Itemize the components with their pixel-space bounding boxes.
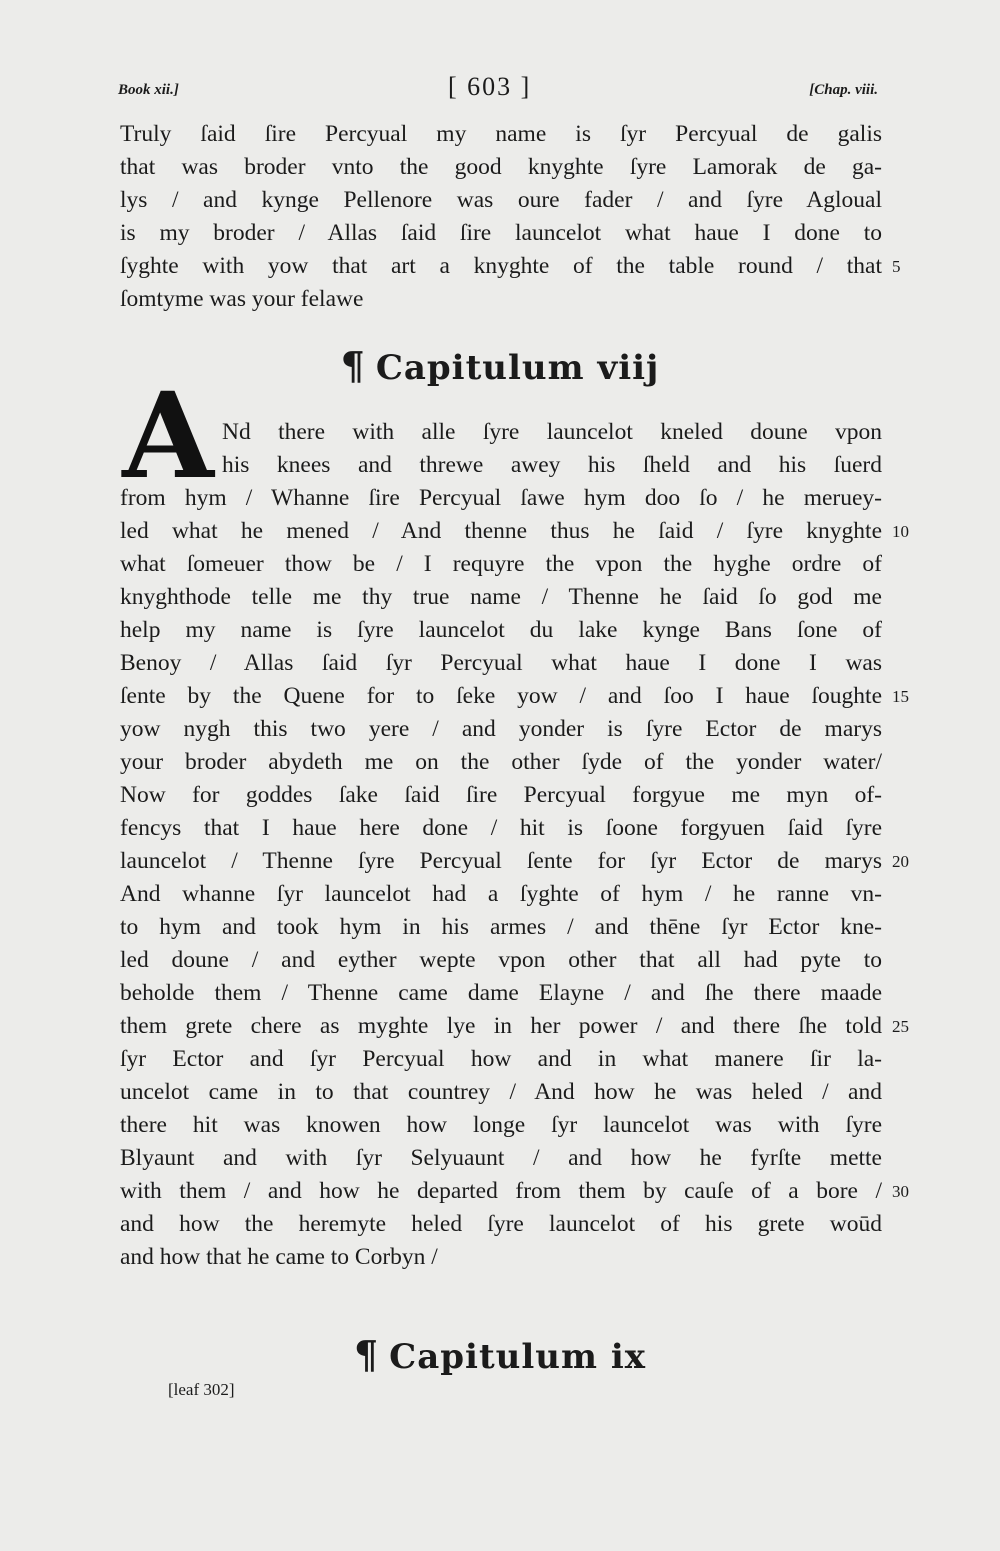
text-line: lys / and kynge Pellenore was oure fader / and ſyre Agloual [120, 187, 882, 213]
page-number: [ 603 ] [448, 72, 532, 101]
text-line: launcelot / Thenne ſyre Percyual ſente for ſyr Ector de marys [120, 848, 882, 874]
book-reference: Book xii.] [118, 82, 179, 98]
text-line: Now for goddes ſake ſaid ſire Percyual forgyue me myn of- [120, 782, 882, 808]
text-line: that was broder vnto the good knyghte ſyre Lamorak de ga- [120, 154, 882, 180]
text-line: Nd there with alle ſyre launcelot kneled doune vpon [222, 419, 882, 445]
text-line: them grete chere as myghte lye in her power / and there ſhe told [120, 1013, 882, 1039]
text-line: there hit was knowen how longe ſyr launcelot was with ſyre [120, 1112, 882, 1138]
text-line: from hym / Whanne ſire Percyual ſawe hym doo ſo / he meruey- [120, 485, 882, 511]
text-line: And whanne ſyr launcelot had a ſyghte of hym / he ranne vn- [120, 881, 882, 907]
text-line: with them / and how he departed from them by cauſe of a bore / [120, 1178, 882, 1204]
text-line: what ſomeuer thow be / I requyre the vpon the hyghe ordre of [120, 551, 882, 577]
text-line: yow nygh this two yere / and yonder is ſyre Ector de marys [120, 716, 882, 742]
leaf-note: [leaf 302] [168, 1380, 235, 1399]
text-line: his knees and threwe awey his ſheld and his ſuerd [222, 452, 882, 478]
chapter-reference: [Chap. viii. [809, 82, 878, 98]
text-line: uncelot came in to that countrey / And how he was heled / and [120, 1079, 882, 1105]
text-line: ſyghte with yow that art a knyghte of the table round / that [120, 253, 882, 279]
text-line: and how that he came to Corbyn / [120, 1244, 438, 1270]
chapter-heading-ix [0, 1332, 1000, 1377]
pilcrow-icon: ¶ [353, 1332, 380, 1377]
text-line: ſente by the Quene for to ſeke yow / and ſoo I haue ſoughte [120, 683, 882, 709]
text-line: ſomtyme was your felawe [120, 286, 364, 312]
text-line: and how the heremyte heled ſyre launcelot of his grete woūd [120, 1211, 882, 1237]
text-line: fencys that I haue here done / hit is ſoone forgyuen ſaid ſyre [120, 815, 882, 841]
text-line: help my name is ſyre launcelot du lake kynge Bans ſone of [120, 617, 882, 643]
line-number: 15 [892, 687, 909, 706]
line-number: 25 [892, 1017, 909, 1036]
line-number: 5 [892, 257, 901, 276]
line-number: 10 [892, 522, 909, 541]
pilcrow-icon: ¶ [340, 343, 366, 388]
text-line: led doune / and eyther wepte vpon other that all had pyte to [120, 947, 882, 973]
text-line: Blyaunt and with ſyr Selyuaunt / and how he fyrſte mette [120, 1145, 882, 1171]
text-line: ſyr Ector and ſyr Percyual how and in what manere ſir la- [120, 1046, 882, 1072]
chapter-title: Capitulum viij [375, 348, 660, 388]
text-line: your broder abydeth me on the other ſyde of the yonder water/ [120, 749, 882, 775]
line-number: 30 [892, 1182, 909, 1201]
text-line: led what he mened / And thenne thus he ſaid / ſyre knyghte [120, 518, 882, 544]
text-line: beholde them / Thenne came dame Elayne / and ſhe there maade [120, 980, 882, 1006]
text-line: is my broder / Allas ſaid ſire launcelot what haue I done to [120, 220, 882, 246]
text-line: Benoy / Allas ſaid ſyr Percyual what haue I done I was [120, 650, 882, 676]
text-line: to hym and took hym in his armes / and thēne ſyr Ector kne- [120, 914, 882, 940]
line-number: 20 [892, 852, 909, 871]
text-line: knyghthode telle me thy true name / Thenne he ſaid ſo god me [120, 584, 882, 610]
text-line: Truly ſaid ſire Percyual my name is ſyr Percyual de galis [120, 121, 882, 147]
drop-initial: A [122, 366, 214, 505]
chapter-title: Capitulum ix [389, 1337, 647, 1377]
running-head [118, 72, 878, 112]
